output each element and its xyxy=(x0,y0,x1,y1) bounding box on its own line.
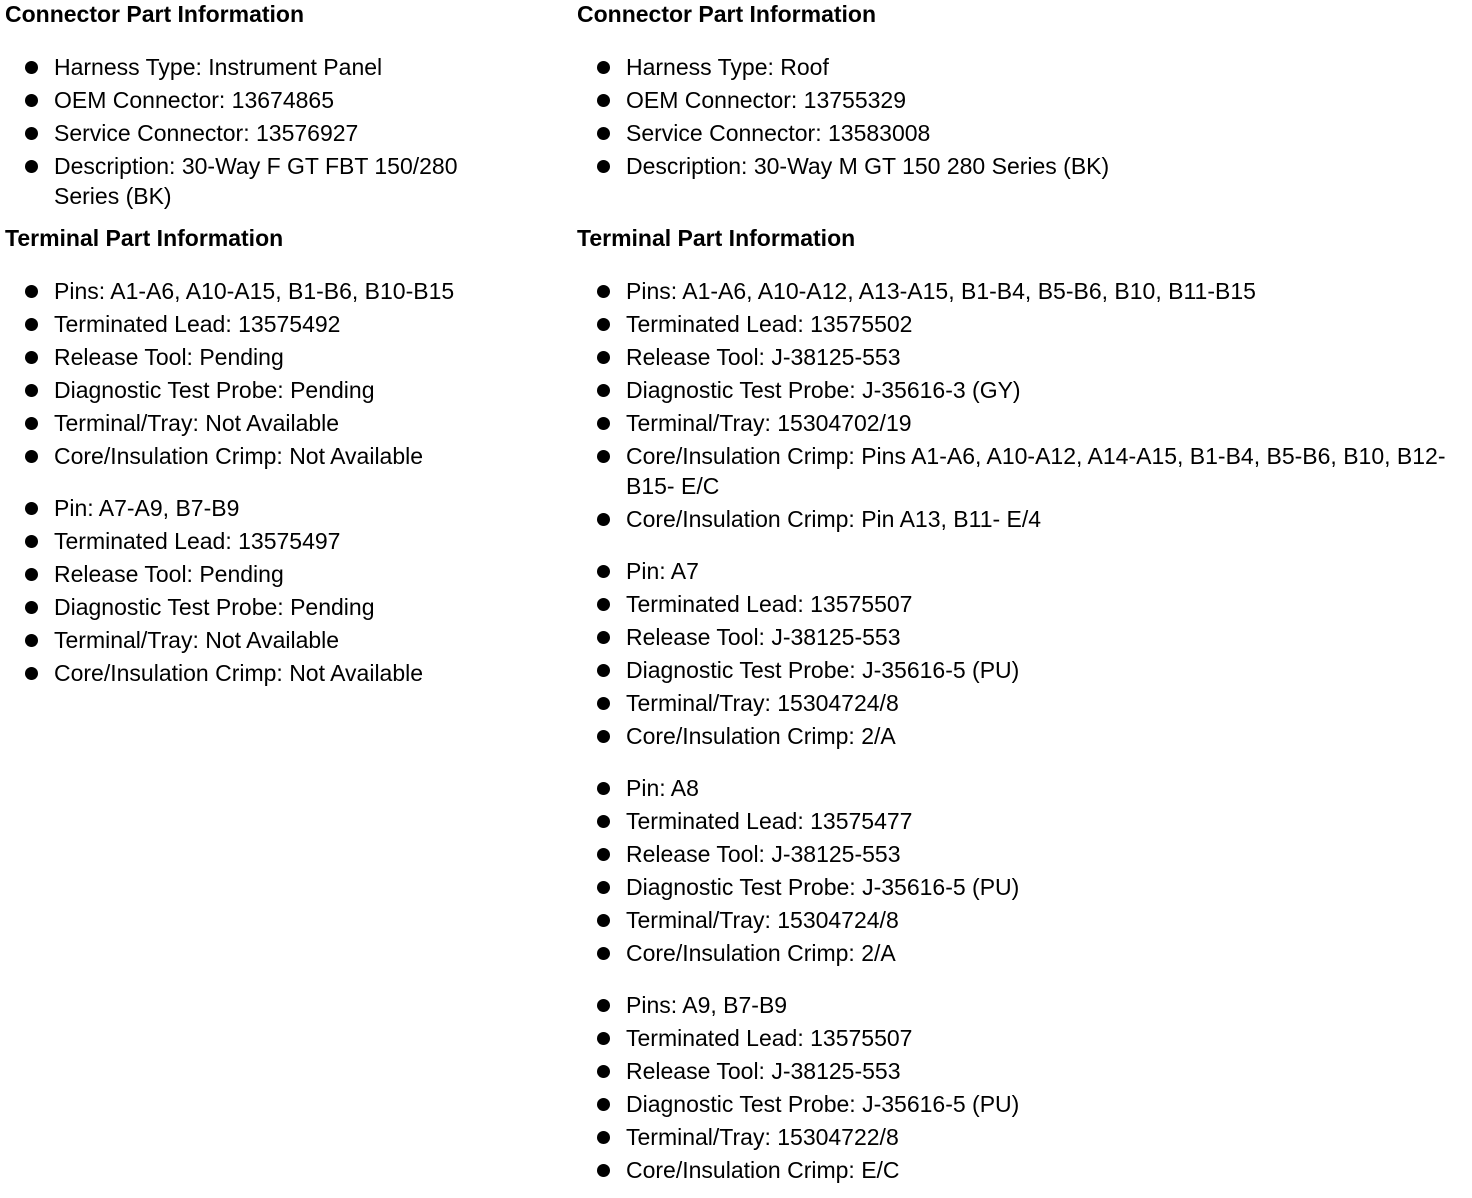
core-insulation-crimp: Core/Insulation Crimp: Not Available xyxy=(54,660,424,686)
bullet-icon xyxy=(25,634,38,647)
bullet-icon xyxy=(597,664,610,677)
list-item xyxy=(577,589,1467,619)
list-item xyxy=(577,1056,1467,1086)
list-item xyxy=(577,118,1467,148)
pins: Pin: A7 xyxy=(626,558,699,584)
list-item xyxy=(5,342,550,372)
terminal-group-list xyxy=(577,276,1467,534)
bullet-icon xyxy=(597,815,610,828)
terminal-group-list xyxy=(577,773,1467,968)
diagnostic-test-probe: Diagnostic Test Probe: Pending xyxy=(54,377,375,403)
bullet-icon xyxy=(597,631,610,644)
service-connector: Service Connector: 13583008 xyxy=(626,120,931,146)
description: Description: 30-Way M GT 150 280 Series (BK) xyxy=(626,153,1110,179)
bullet-icon xyxy=(597,318,610,331)
release-tool: Release Tool: J-38125-553 xyxy=(626,344,901,370)
left-column xyxy=(5,0,550,691)
terminated-lead: Terminated Lead: 13575492 xyxy=(54,311,341,337)
oem-connector: OEM Connector: 13755329 xyxy=(626,87,907,113)
bullet-icon xyxy=(597,782,610,795)
list-item xyxy=(577,504,1467,534)
bullet-icon xyxy=(597,351,610,364)
list-item xyxy=(577,1089,1467,1119)
bullet-icon xyxy=(25,94,38,107)
release-tool: Release Tool: Pending xyxy=(54,561,284,587)
pins: Pins: A1-A6, A10-A15, B1-B6, B10-B15 xyxy=(54,278,455,304)
list-item xyxy=(577,1155,1467,1185)
terminal-group-list xyxy=(5,493,550,688)
list-item xyxy=(577,938,1467,968)
right-column xyxy=(577,0,1467,1188)
terminal-part-heading: Terminal Part Information xyxy=(5,225,284,251)
diagnostic-test-probe: Diagnostic Test Probe: J-35616-5 (PU) xyxy=(626,874,1020,900)
bullet-icon xyxy=(25,384,38,397)
pins: Pins: A9, B7-B9 xyxy=(626,992,788,1018)
bullet-icon xyxy=(597,285,610,298)
list-item xyxy=(577,441,1467,501)
bullet-icon xyxy=(25,160,38,173)
bullet-icon xyxy=(597,1164,610,1177)
list-item xyxy=(5,592,550,622)
terminated-lead: Terminated Lead: 13575507 xyxy=(626,1025,913,1051)
bullet-icon xyxy=(25,535,38,548)
bullet-icon xyxy=(597,914,610,927)
list-item xyxy=(577,721,1467,751)
terminated-lead: Terminated Lead: 13575477 xyxy=(626,808,913,834)
bullet-icon xyxy=(25,351,38,364)
bullet-icon xyxy=(25,667,38,680)
bullet-icon xyxy=(597,450,610,463)
harness-type: Harness Type: Instrument Panel xyxy=(54,54,383,80)
list-item xyxy=(577,52,1467,82)
bullet-icon xyxy=(25,318,38,331)
diagnostic-test-probe: Diagnostic Test Probe: Pending xyxy=(54,594,375,620)
terminal-tray: Terminal/Tray: 15304722/8 xyxy=(626,1124,899,1150)
list-item xyxy=(577,990,1467,1020)
terminal-part-heading: Terminal Part Information xyxy=(577,225,856,251)
list-item xyxy=(577,688,1467,718)
terminated-lead: Terminated Lead: 13575507 xyxy=(626,591,913,617)
diagnostic-test-probe: Diagnostic Test Probe: J-35616-5 (PU) xyxy=(626,1091,1020,1117)
release-tool: Release Tool: Pending xyxy=(54,344,284,370)
harness-type: Harness Type: Roof xyxy=(626,54,829,80)
bullet-icon xyxy=(597,384,610,397)
bullet-icon xyxy=(25,568,38,581)
core-insulation-crimp: Core/Insulation Crimp: Not Available xyxy=(54,443,424,469)
bullet-icon xyxy=(597,697,610,710)
list-item xyxy=(5,493,550,523)
terminated-lead: Terminated Lead: 13575502 xyxy=(626,311,913,337)
list-item xyxy=(577,1023,1467,1053)
bullet-icon xyxy=(25,450,38,463)
bullet-icon xyxy=(597,61,610,74)
list-item xyxy=(5,52,550,82)
list-item xyxy=(5,276,550,306)
bullet-icon xyxy=(597,999,610,1012)
list-item xyxy=(577,655,1467,685)
bullet-icon xyxy=(597,1065,610,1078)
list-item xyxy=(577,905,1467,935)
terminal-group-list xyxy=(5,276,550,471)
list-item xyxy=(577,1122,1467,1152)
terminal-tray: Terminal/Tray: 15304702/19 xyxy=(626,410,912,436)
bullet-icon xyxy=(25,502,38,515)
bullet-icon xyxy=(597,947,610,960)
bullet-icon xyxy=(597,1131,610,1144)
bullet-icon xyxy=(597,417,610,430)
list-item xyxy=(577,85,1467,115)
list-item xyxy=(5,559,550,589)
bullet-icon xyxy=(597,565,610,578)
bullet-icon xyxy=(25,417,38,430)
connector-part-list xyxy=(577,52,1467,181)
bullet-icon xyxy=(597,1032,610,1045)
core-insulation-crimp: Core/Insulation Crimp: Pin A13, B11- E/4 xyxy=(626,506,1042,532)
terminal-tray: Terminal/Tray: Not Available xyxy=(54,410,340,436)
terminal-group-list xyxy=(577,556,1467,751)
bullet-icon xyxy=(597,1098,610,1111)
oem-connector: OEM Connector: 13674865 xyxy=(54,87,335,113)
pins: Pin: A8 xyxy=(626,775,699,801)
release-tool: Release Tool: J-38125-553 xyxy=(626,1058,901,1084)
list-item xyxy=(577,375,1467,405)
bullet-icon xyxy=(25,127,38,140)
core-insulation-crimp: Core/Insulation Crimp: Pins A1-A6, A10-A12, A14-A15, B1-B4, B5-B6, B10, B12-B15- E/C xyxy=(626,443,1446,499)
bullet-icon xyxy=(597,160,610,173)
terminal-tray: Terminal/Tray: 15304724/8 xyxy=(626,907,899,933)
bullet-icon xyxy=(25,601,38,614)
list-item xyxy=(5,625,550,655)
pins: Pin: A7-A9, B7-B9 xyxy=(54,495,240,521)
diagnostic-test-probe: Diagnostic Test Probe: J-35616-5 (PU) xyxy=(626,657,1020,683)
core-insulation-crimp: Core/Insulation Crimp: 2/A xyxy=(626,723,896,749)
terminal-tray: Terminal/Tray: 15304724/8 xyxy=(626,690,899,716)
bullet-icon xyxy=(597,94,610,107)
list-item xyxy=(5,375,550,405)
pins: Pins: A1-A6, A10-A12, A13-A15, B1-B4, B5-B6, B10, B11-B15 xyxy=(626,278,1256,304)
bullet-icon xyxy=(597,127,610,140)
list-item xyxy=(577,276,1467,306)
bullet-icon xyxy=(597,513,610,526)
bullet-icon xyxy=(25,61,38,74)
list-item xyxy=(5,151,550,211)
list-item xyxy=(577,342,1467,372)
list-item xyxy=(577,622,1467,652)
list-item xyxy=(577,151,1467,181)
connector-part-heading: Connector Part Information xyxy=(5,1,305,27)
terminal-tray: Terminal/Tray: Not Available xyxy=(54,627,340,653)
bullet-icon xyxy=(597,730,610,743)
terminal-group-list xyxy=(577,990,1467,1185)
list-item xyxy=(577,408,1467,438)
list-item xyxy=(5,118,550,148)
list-item xyxy=(5,85,550,115)
release-tool: Release Tool: J-38125-553 xyxy=(626,841,901,867)
bullet-icon xyxy=(25,285,38,298)
terminated-lead: Terminated Lead: 13575497 xyxy=(54,528,341,554)
list-item xyxy=(577,773,1467,803)
release-tool: Release Tool: J-38125-553 xyxy=(626,624,901,650)
list-item xyxy=(5,408,550,438)
list-item xyxy=(5,658,550,688)
list-item xyxy=(5,309,550,339)
bullet-icon xyxy=(597,881,610,894)
bullet-icon xyxy=(597,598,610,611)
service-connector: Service Connector: 13576927 xyxy=(54,120,359,146)
list-item xyxy=(577,872,1467,902)
list-item xyxy=(577,309,1467,339)
list-item xyxy=(5,441,550,471)
core-insulation-crimp: Core/Insulation Crimp: E/C xyxy=(626,1157,900,1183)
list-item xyxy=(577,839,1467,869)
bullet-icon xyxy=(597,848,610,861)
list-item xyxy=(577,806,1467,836)
core-insulation-crimp: Core/Insulation Crimp: 2/A xyxy=(626,940,896,966)
list-item xyxy=(5,526,550,556)
connector-part-list xyxy=(5,52,550,211)
description: Description: 30-Way F GT FBT 150/280 Series (BK) xyxy=(54,153,458,209)
diagnostic-test-probe: Diagnostic Test Probe: J-35616-3 (GY) xyxy=(626,377,1021,403)
connector-part-heading: Connector Part Information xyxy=(577,1,877,27)
list-item xyxy=(577,556,1467,586)
